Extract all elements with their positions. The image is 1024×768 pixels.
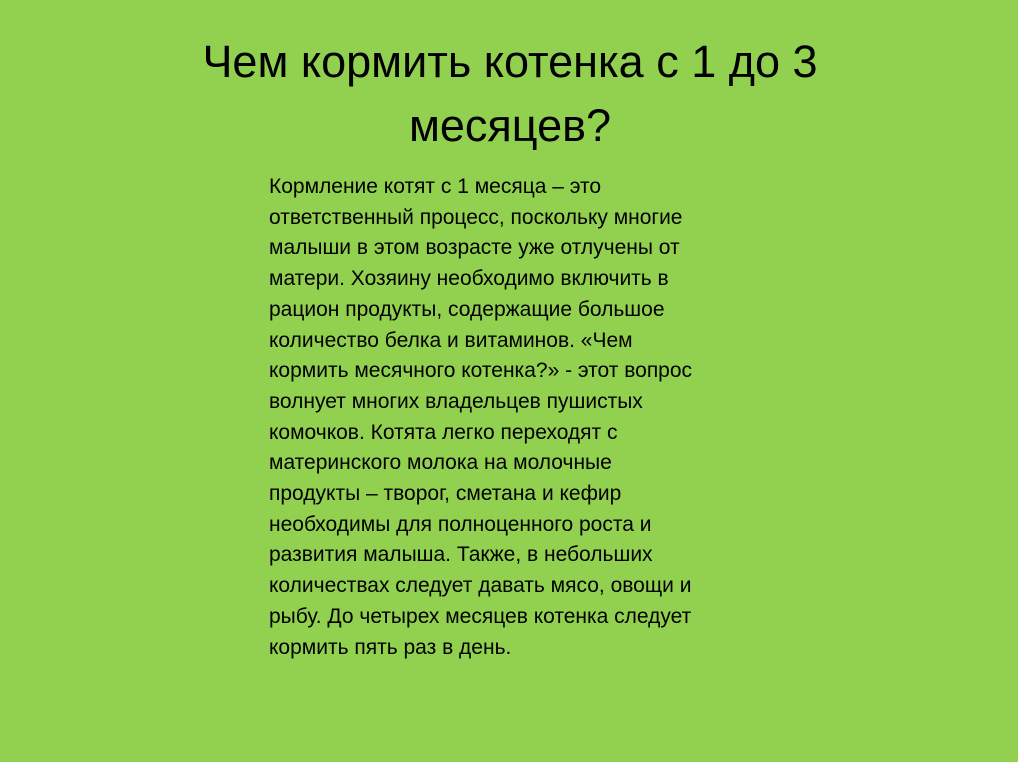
body-line: рыбу. До четырех месяцев котенка следует [269, 604, 692, 628]
body-line: материнского молока на молочные [269, 451, 612, 475]
body-line: рацион продукты, содержащие большое [269, 297, 665, 321]
body-line: комочков. Котята легко переходят с [269, 420, 618, 444]
body-line: кормить месячного котенка?» - этот вопрос [269, 359, 693, 383]
body-line: развития малыша. Также, в небольших [269, 543, 653, 567]
slide-body-text [269, 172, 759, 663]
title-line: Чем кормить котенка с 1 до 3 [202, 36, 818, 87]
body-line: кормить пять раз в день. [269, 635, 512, 659]
body-line: количество белка и витаминов. «Чем [269, 328, 633, 352]
title-line: месяцев? [408, 100, 612, 151]
body-line: матери. Хозяину необходимо включить в [269, 267, 669, 291]
slide-title [110, 30, 910, 158]
body-line: малыши в этом возрасте уже отлучены от [269, 236, 680, 260]
body-line: волнует многих владельцев пушистых [269, 389, 643, 413]
body-line: Кормление котят с 1 месяца – это [269, 175, 602, 198]
body-line: количествах следует давать мясо, овощи и [269, 574, 692, 598]
body-line: продукты – творог, сметана и кефир [269, 482, 622, 506]
body-line: необходимы для полноценного роста и [269, 512, 652, 536]
body-line: ответственный процесс, поскольку многие [269, 205, 683, 229]
